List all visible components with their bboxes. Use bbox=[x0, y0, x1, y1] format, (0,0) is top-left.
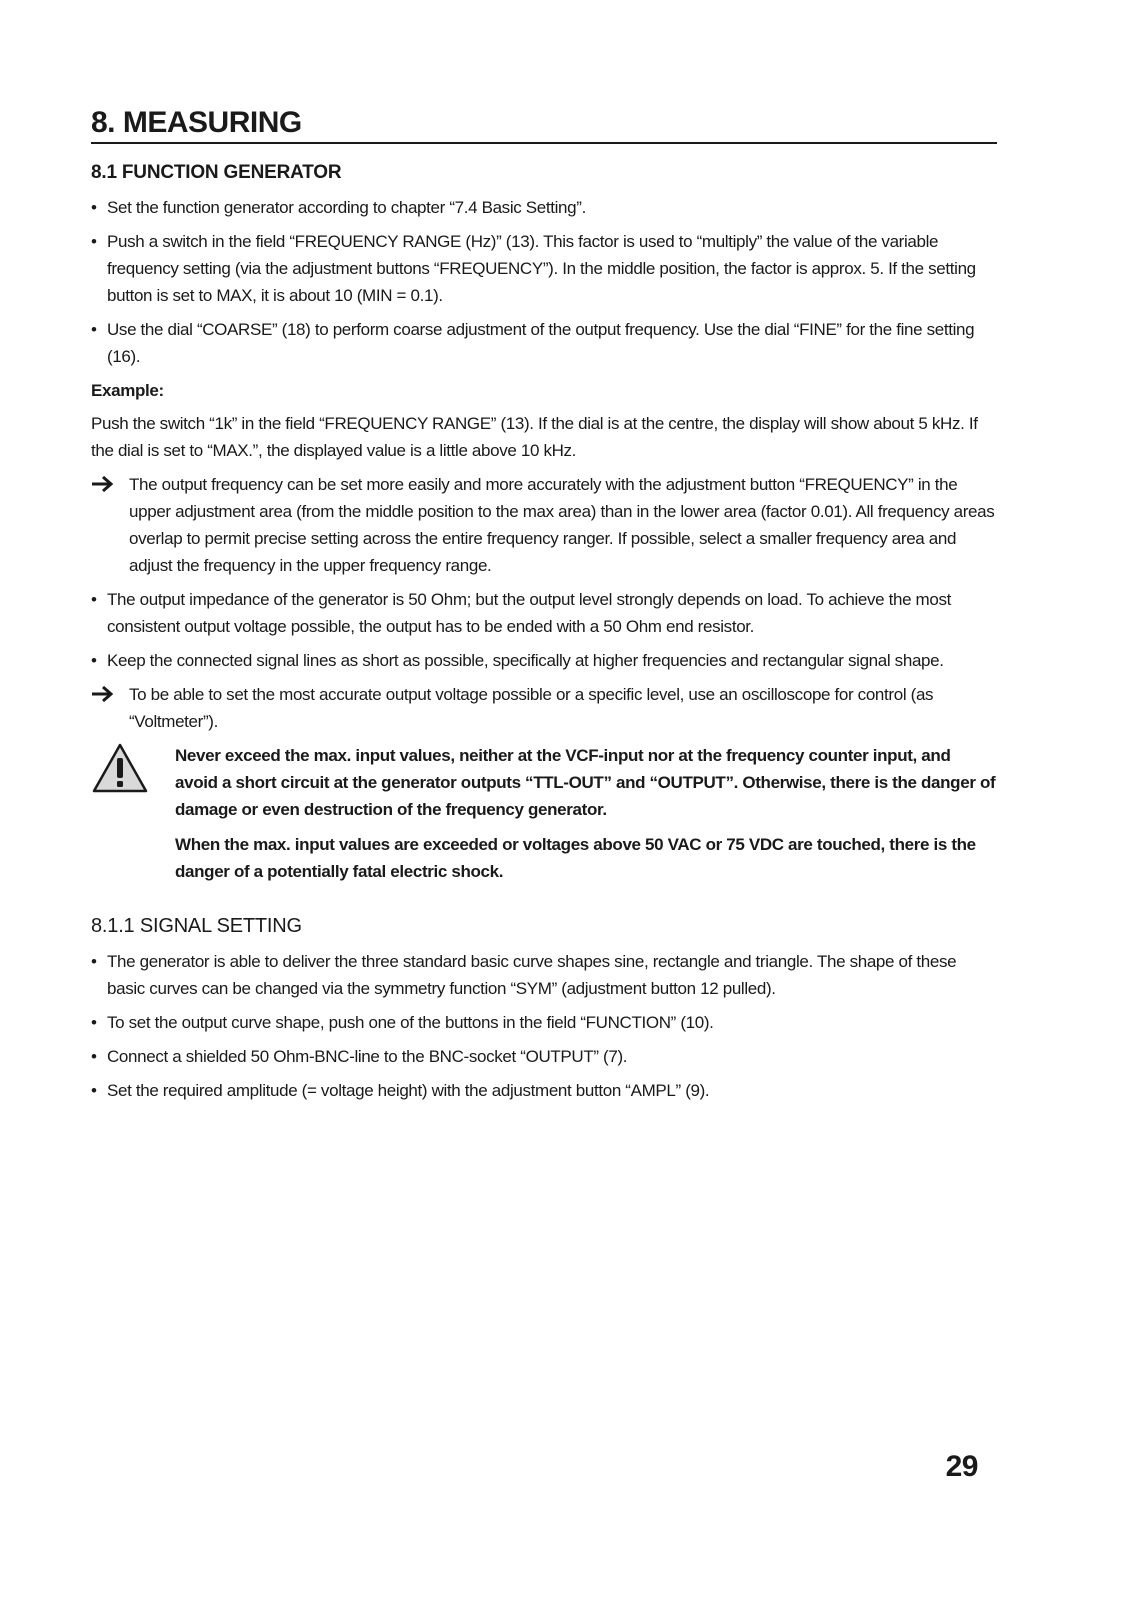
bullet-list-2 bbox=[91, 586, 997, 674]
warning-block bbox=[91, 742, 997, 885]
bullet-dot: • bbox=[91, 651, 97, 670]
page-content bbox=[91, 106, 997, 1111]
bullet-list-1 bbox=[91, 194, 997, 370]
arrow-right-icon bbox=[91, 475, 115, 493]
list-item bbox=[91, 316, 997, 370]
arrow-note bbox=[91, 471, 997, 579]
list-item bbox=[91, 948, 997, 1002]
list-item bbox=[91, 228, 997, 309]
list-item-text: The output impedance of the generator is 50 Ohm; but the output level strongly depends on load. To achieve the most consistent output voltage possible, the output has to be ended with a 50 Ohm end resistor. bbox=[107, 590, 952, 636]
chapter-title: 8. MEASURING bbox=[91, 106, 997, 144]
bullet-dot: • bbox=[91, 952, 97, 971]
bullet-list-3 bbox=[91, 948, 997, 1104]
list-item-text: Use the dial “COARSE” (18) to perform coarse adjustment of the output frequency. Use the dial “FINE” for the fine setting (16). bbox=[107, 320, 975, 366]
section-title: 8.1 FUNCTION GENERATOR bbox=[91, 162, 342, 183]
example-label: Example: bbox=[91, 381, 164, 400]
bullet-dot: • bbox=[91, 590, 97, 609]
list-item-text: To set the output curve shape, push one of the buttons in the field “FUNCTION” (10). bbox=[107, 1013, 714, 1032]
bullet-dot: • bbox=[91, 320, 97, 339]
bullet-dot: • bbox=[91, 1081, 97, 1100]
list-item-text: The generator is able to deliver the three standard basic curve shapes sine, rectangle and triangle. The shape of these basic curves can be changed via the symmetry function “SYM” (adjustment button 12 pulled). bbox=[107, 952, 957, 998]
subsection-body bbox=[91, 948, 997, 1104]
subsection-title: 8.1.1 SIGNAL SETTING bbox=[91, 915, 302, 937]
warning-text: Never exceed the max. input values, neither at the VCF-input nor at the frequency counter input, and avoid a short circuit at the generator outputs “TTL-OUT” and “OUTPUT”. Otherwise, there is the danger of damage or even destruction of the frequency generator. bbox=[175, 746, 996, 819]
bullet-dot: • bbox=[91, 232, 97, 251]
list-item-text: Keep the connected signal lines as short as possible, specifically at higher frequencies and rectangular signal shape. bbox=[107, 651, 944, 670]
arrow-note bbox=[91, 681, 997, 735]
warning-triangle-icon bbox=[91, 742, 149, 794]
list-item-text: Set the function generator according to chapter “7.4 Basic Setting”. bbox=[107, 198, 586, 217]
list-item bbox=[91, 1009, 997, 1036]
bullet-dot: • bbox=[91, 1047, 97, 1066]
list-item bbox=[91, 1043, 997, 1070]
arrow-right-icon bbox=[91, 685, 115, 703]
list-item-text: Set the required amplitude (= voltage height) with the adjustment button “AMPL” (9). bbox=[107, 1081, 710, 1100]
page-number: 29 bbox=[945, 1450, 978, 1483]
example-text: Push the switch “1k” in the field “FREQUENCY RANGE” (13). If the dial is at the centre, the display will show about 5 kHz. If the dial is set to “MAX.”, the displayed value is a little above 10 kHz. bbox=[91, 414, 978, 460]
list-item bbox=[91, 194, 997, 221]
arrow-note-text: The output frequency can be set more easily and more accurately with the adjustment button “FREQUENCY” in the upper adjustment area (from the middle position to the max area) than in the lower area (factor 0.01). All frequency areas overlap to permit precise setting across the entire frequency ranger. If possible, select a smaller frequency area and adjust the frequency in the upper frequency range. bbox=[129, 475, 995, 575]
list-item bbox=[91, 647, 997, 674]
bullet-dot: • bbox=[91, 198, 97, 217]
list-item-text: Connect a shielded 50 Ohm-BNC-line to the BNC-socket “OUTPUT” (7). bbox=[107, 1047, 628, 1066]
section-body bbox=[91, 194, 997, 885]
list-item-text: Push a switch in the field “FREQUENCY RANGE (Hz)” (13). This factor is used to “multiply” the value of the variable frequency setting (via the adjustment buttons “FREQUENCY”). In the middle position, the factor is approx. 5. If the setting button is set to MAX, it is about 10 (MIN = 0.1). bbox=[107, 232, 976, 305]
arrow-note-text: To be able to set the most accurate output voltage possible or a specific level, use an oscilloscope for control (as “Voltmeter”). bbox=[129, 685, 934, 731]
bullet-dot: • bbox=[91, 1013, 97, 1032]
list-item bbox=[91, 586, 997, 640]
list-item bbox=[91, 1077, 997, 1104]
warning-text: When the max. input values are exceeded or voltages above 50 VAC or 75 VDC are touched, there is the danger of a potentially fatal electric shock. bbox=[175, 835, 976, 881]
